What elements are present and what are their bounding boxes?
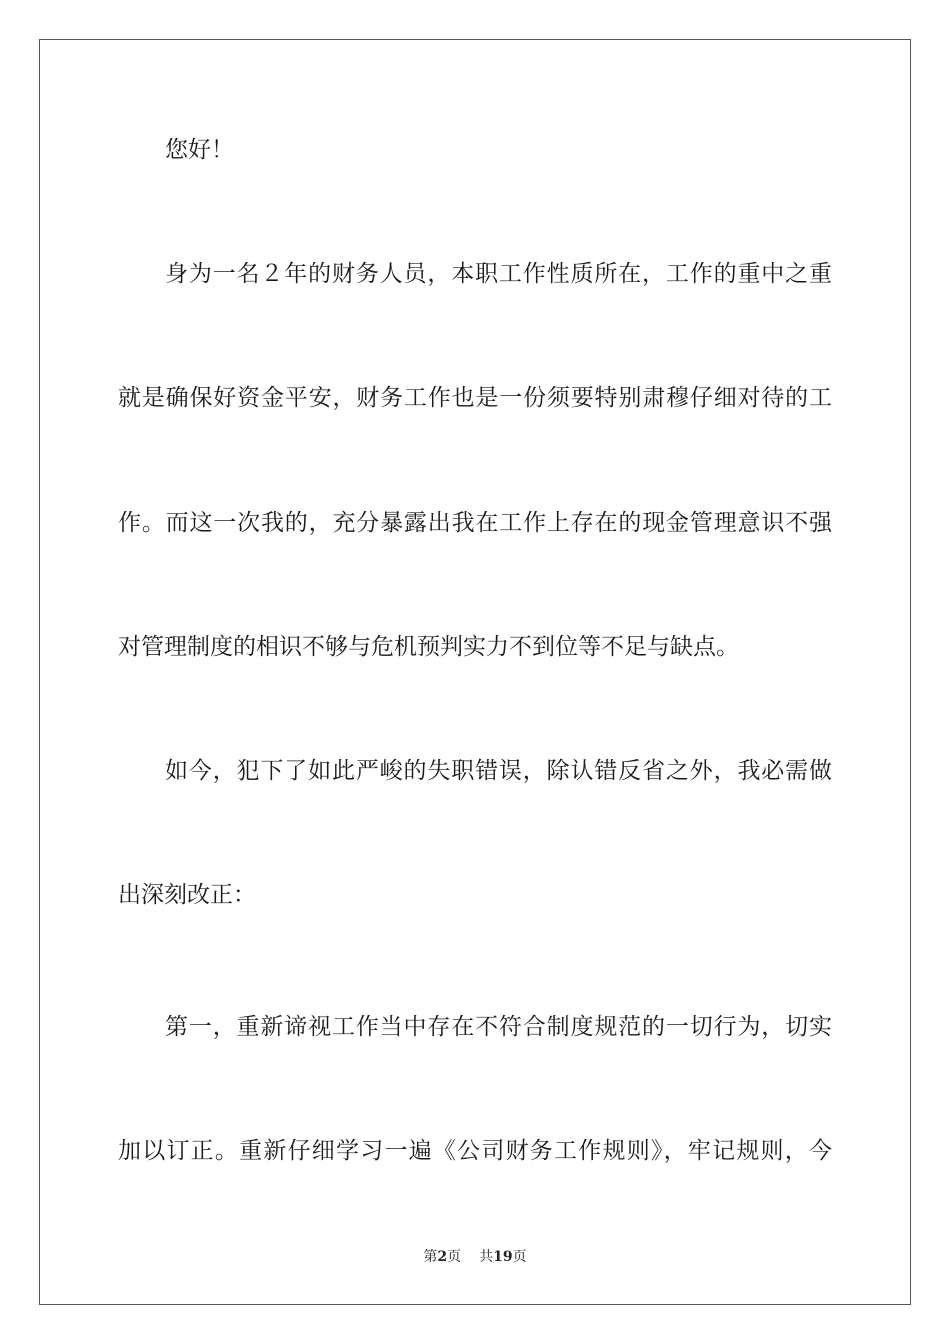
body-line-4: 对管理制度的相识不够与危机预判实力不到位等不足与缺点。: [118, 634, 739, 660]
page-footer: [0, 1248, 950, 1266]
body-line-3: 作。而这一次我的，充分暴露出我在工作上存在的现金管理意识不强: [118, 510, 832, 536]
body-line-8: 加以订正。重新仔细学习一遍《公司财务工作规则》，牢记规则，今: [118, 1138, 832, 1164]
total-suffix: 页: [512, 1249, 527, 1265]
body-line-7: 第一，重新谛视工作当中存在不符合制度规范的一切行为，切实: [165, 1014, 832, 1040]
page-prefix: 第: [423, 1249, 438, 1265]
body-line-6: 出深刻改正：: [118, 882, 256, 908]
greeting-line: 您好！: [165, 137, 234, 163]
body-line-2: 就是确保好资金平安，财务工作也是一份须要特别肃穆仔细对待的工: [118, 385, 832, 411]
page-border: [39, 39, 911, 1305]
body-line-5: 如今，犯下了如此严峻的失职错误，除认错反省之外，我必需做: [165, 758, 832, 784]
page-suffix: 页: [447, 1249, 462, 1265]
body-line-1: 身为一名２年的财务人员，本职工作性质所在，工作的重中之重: [165, 261, 832, 287]
total-pages: 19: [493, 1249, 513, 1265]
page-number: 2: [437, 1249, 448, 1265]
total-prefix: 共: [479, 1249, 494, 1265]
